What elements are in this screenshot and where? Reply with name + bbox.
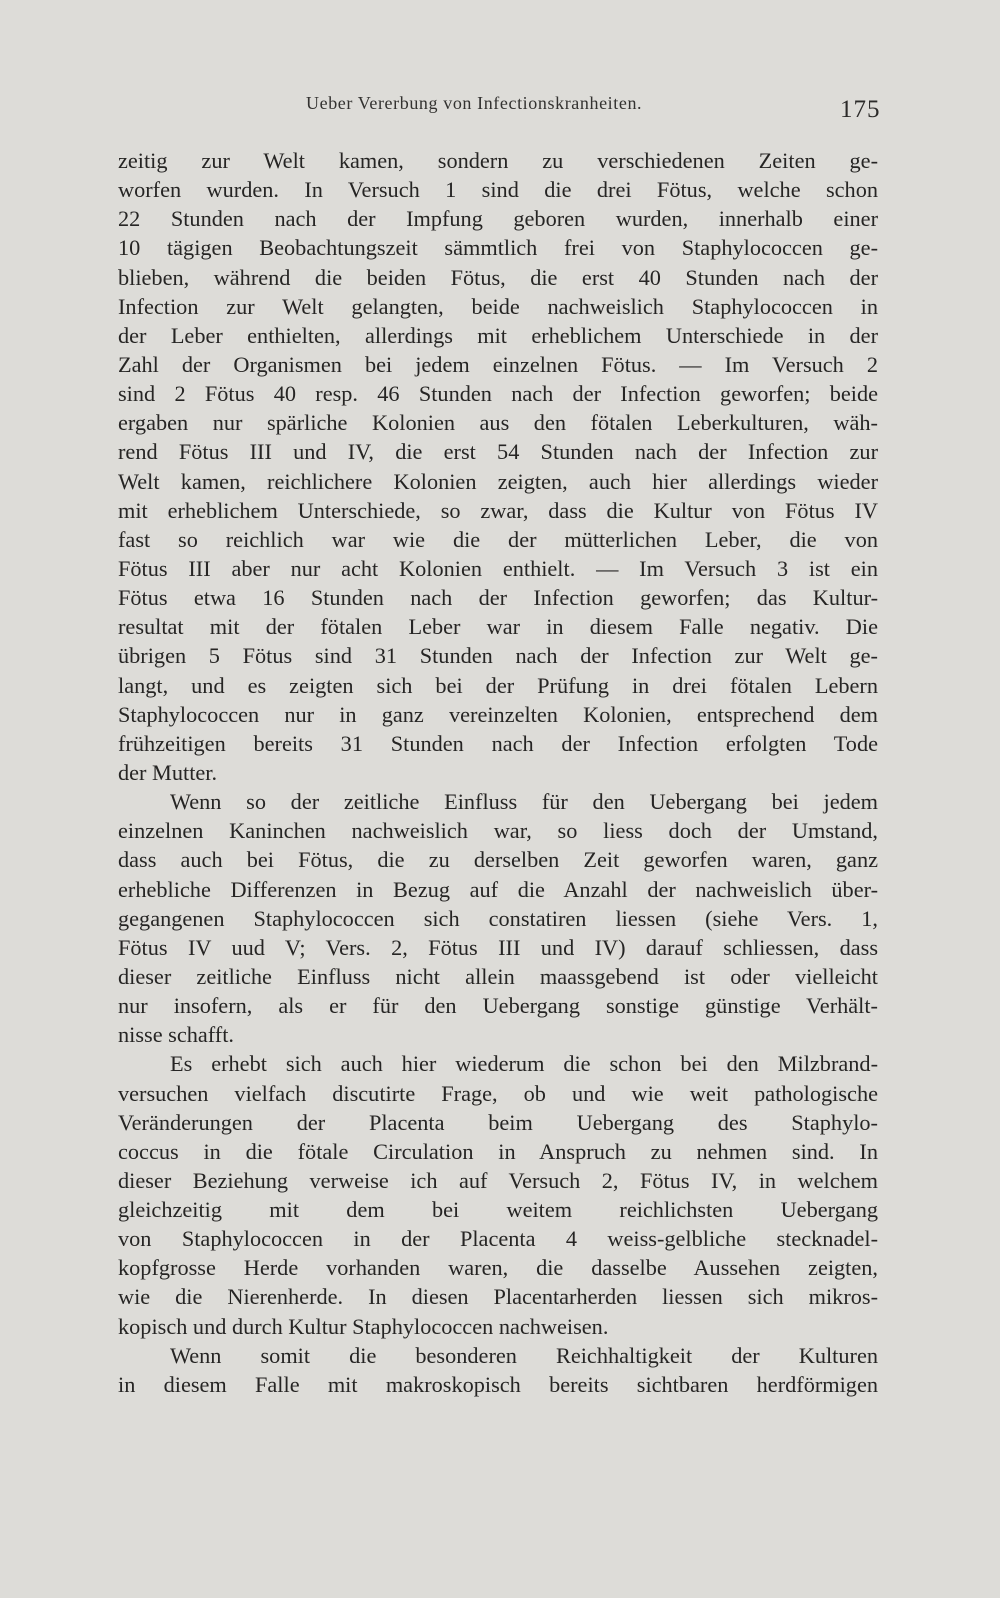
text-line: fast so reichlich war wie die der mütterlichen Leber, die von bbox=[118, 526, 878, 552]
text-line: übrigen 5 Fötus sind 31 Stunden nach der Infection zur Welt ge- bbox=[118, 643, 878, 669]
text-line: Infection zur Welt gelangten, beide nachweislich Staphylococcen in bbox=[118, 293, 878, 319]
text-line: versuchen vielfach discutirte Frage, ob und wie weit pathologische bbox=[118, 1080, 878, 1106]
text-line: Fötus III aber nur acht Kolonien enthielt. — Im Versuch 3 ist ein bbox=[118, 555, 878, 581]
text-line: resultat mit der fötalen Leber war in diesem Falle negativ. Die bbox=[118, 614, 878, 640]
text-line: 22 Stunden nach der Impfung geboren wurden, innerhalb einer bbox=[118, 206, 878, 232]
text-line: gleichzeitig mit dem bei weitem reichlichsten Uebergang bbox=[118, 1197, 878, 1223]
text-line: dieser Beziehung verweise ich auf Versuch 2, Fötus IV, in welchem bbox=[118, 1167, 878, 1193]
text-line: mit erheblichem Unterschiede, so zwar, dass die Kultur von Fötus IV bbox=[118, 497, 878, 523]
text-line: kopfgrosse Herde vorhanden waren, die dasselbe Aussehen zeigten, bbox=[118, 1255, 878, 1281]
text-line: nisse schafft. bbox=[118, 1022, 235, 1048]
running-title: Ueber Vererbung von Infectionskranheiten. bbox=[306, 93, 643, 113]
text-line: kopisch und durch Kultur Staphylococcen nachweisen. bbox=[118, 1313, 609, 1339]
text-line: blieben, während die beiden Fötus, die erst 40 Stunden nach der bbox=[118, 264, 878, 290]
text-line: ergaben nur spärliche Kolonien aus den fötalen Leberkulturen, wäh- bbox=[118, 410, 878, 436]
text-line: einzelnen Kaninchen nachweislich war, so liess doch der Umstand, bbox=[118, 818, 878, 844]
text-line: der Mutter. bbox=[118, 759, 218, 785]
text-line: worfen wurden. In Versuch 1 sind die drei Fötus, welche schon bbox=[118, 177, 878, 203]
text-line: dass auch bei Fötus, die zu derselben Zeit geworfen waren, ganz bbox=[118, 847, 878, 873]
text-line: zeitig zur Welt kamen, sondern zu verschiedenen Zeiten ge- bbox=[118, 148, 878, 173]
text-line: frühzeitigen bereits 31 Stunden nach der Infection erfolgten Tode bbox=[118, 730, 878, 756]
text-line: Welt kamen, reichlichere Kolonien zeigten, auch hier allerdings wieder bbox=[118, 468, 878, 494]
text-line: Staphylococcen nur in ganz vereinzelten Kolonien, entsprechend dem bbox=[118, 701, 878, 727]
text-line: gegangenen Staphylococcen sich constatiren liessen (siehe Vers. 1, bbox=[118, 905, 878, 931]
text-line: Fötus etwa 16 Stunden nach der Infection geworfen; das Kultur- bbox=[118, 585, 878, 611]
text-line: coccus in die fötale Circulation in Anspruch zu nehmen sind. In bbox=[118, 1138, 878, 1164]
text-line: der Leber enthielten, allerdings mit erheblichem Unterschiede in der bbox=[118, 322, 878, 348]
text-line: 10 tägigen Beobachtungszeit sämmtlich frei von Staphylococcen ge- bbox=[118, 235, 878, 261]
text-line: von Staphylococcen in der Placenta 4 weiss-gelbliche stecknadel- bbox=[118, 1226, 878, 1252]
text-line: Wenn so der zeitliche Einfluss für den Uebergang bei jedem bbox=[170, 789, 878, 815]
text-line: in diesem Falle mit makroskopisch bereits sichtbaren herdförmigen bbox=[118, 1371, 878, 1397]
text-line: erhebliche Differenzen in Bezug auf die Anzahl der nachweislich über- bbox=[118, 876, 878, 902]
body-text bbox=[118, 146, 878, 1399]
text-line: Es erhebt sich auch hier wiederum die schon bei den Milzbrand- bbox=[170, 1051, 878, 1077]
text-line: Zahl der Organismen bei jedem einzelnen Fötus. — Im Versuch 2 bbox=[118, 351, 878, 377]
page-number: 175 bbox=[840, 96, 881, 123]
text-line: wie die Nierenherde. In diesen Placentarherden liessen sich mikros- bbox=[118, 1284, 878, 1310]
text-line: Fötus IV uud V; Vers. 2, Fötus III und IV) darauf schliessen, dass bbox=[118, 934, 878, 960]
text-line: dieser zeitliche Einfluss nicht allein maassgebend ist oder vielleicht bbox=[118, 963, 878, 989]
text-line: nur insofern, als er für den Uebergang sonstige günstige Verhält- bbox=[118, 993, 878, 1019]
text-line: rend Fötus III und IV, die erst 54 Stunden nach der Infection zur bbox=[118, 439, 878, 465]
text-line: Veränderungen der Placenta beim Uebergang des Staphylo- bbox=[118, 1109, 878, 1135]
text-line: langt, und es zeigten sich bei der Prüfung in drei fötalen Lebern bbox=[118, 672, 878, 698]
text-line: sind 2 Fötus 40 resp. 46 Stunden nach der Infection geworfen; beide bbox=[118, 381, 878, 407]
text-line: Wenn somit die besonderen Reichhaltigkeit der Kulturen bbox=[170, 1342, 878, 1368]
